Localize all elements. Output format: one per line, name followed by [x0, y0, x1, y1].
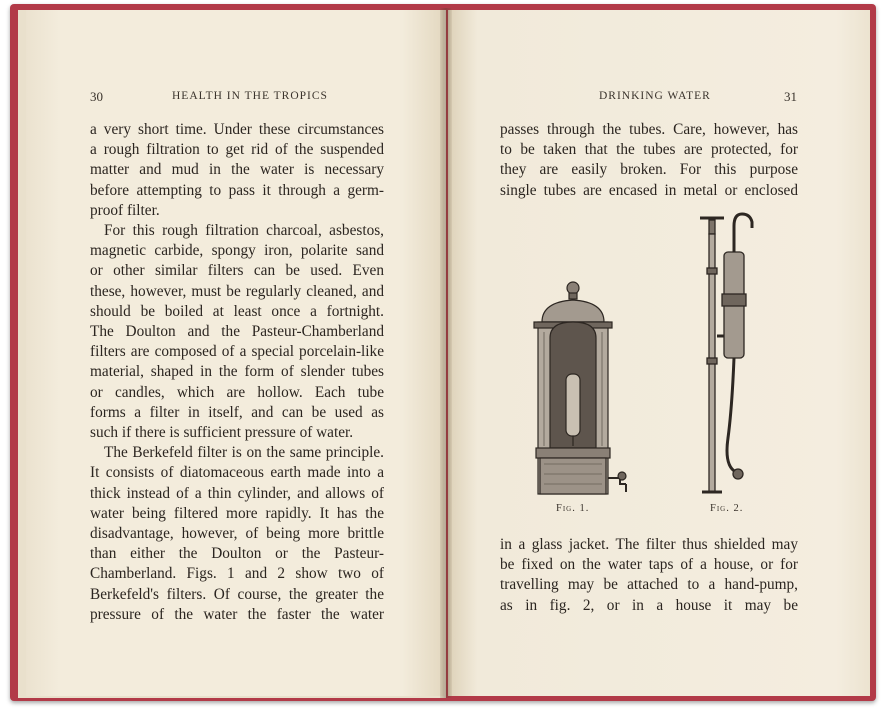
- text-line: or candles, which are hollow. Each tube: [90, 383, 384, 401]
- text-line: before attempting to pass it through a germ-: [90, 181, 384, 199]
- filter-case-illustration: [532, 278, 632, 500]
- text-line: Chamberland. Figs. 1 and 2 show two of: [90, 565, 384, 583]
- hand-pump-filter-illustration: [688, 208, 760, 498]
- right-top-text: [500, 120, 798, 201]
- text-line: such if there is sufficient pressure of water.: [90, 424, 354, 442]
- text-line: proof filter.: [90, 201, 160, 219]
- text-line: The Berkefeld filter is on the same principle.: [104, 444, 384, 462]
- left-page: [26, 10, 444, 696]
- text-line: forms a filter in itself, and can be used as: [90, 403, 384, 421]
- text-line: For this rough filtration charcoal, asbestos,: [104, 222, 384, 240]
- right-running-head: DRINKING WATER: [599, 90, 711, 102]
- text-line: a very short time. Under these circumstances: [90, 121, 384, 138]
- text-line: these, however, must be regularly cleaned, and: [90, 282, 384, 300]
- text-line: It consists of diatomaceous earth made into a: [90, 464, 384, 482]
- text-line: pressure of the water the faster the water: [90, 605, 384, 623]
- text-line: than either the Doulton or the Pasteur-: [90, 545, 384, 563]
- figure-1-caption: Fig. 1.: [556, 503, 590, 514]
- text-line: Berkefeld's filters. Of course, the greater the: [90, 585, 384, 603]
- text-line: as in fig. 2, or in a house it may be: [500, 596, 798, 614]
- text-line: matter and mud in the water is necessary: [90, 161, 384, 179]
- text-line: be fixed on the water taps of a house, or for: [500, 556, 798, 574]
- text-line: The Doulton and the Pasteur-Chamberland: [90, 323, 384, 341]
- text-line: disadvantage, however, of being more brittle: [90, 525, 384, 543]
- text-line: travelling may be attached to a hand-pump,: [500, 576, 798, 594]
- text-line: a rough filtration to get rid of the suspended: [90, 141, 384, 159]
- text-line: should be boiled at least once a fortnight.: [90, 302, 384, 320]
- text-line: to be taken that the tubes are protected, for: [500, 141, 798, 159]
- text-line: in a glass jacket. The filter thus shielded may: [500, 536, 798, 553]
- text-line: magnetic carbide, spongy iron, polarite sand: [90, 242, 384, 260]
- left-body-text: [90, 120, 384, 625]
- left-running-head: HEALTH IN THE TROPICS: [172, 90, 328, 102]
- text-line: material, shaped in the form of slender tubes: [90, 363, 384, 381]
- text-line: thick instead of a thin cylinder, and allows of: [90, 484, 384, 502]
- text-line: single tubes are encased in metal or enclosed: [500, 181, 798, 199]
- right-bottom-text: [500, 535, 798, 616]
- text-line: they are easily broken. For this purpose: [500, 161, 798, 179]
- figure-2-caption: Fig. 2.: [710, 503, 744, 514]
- book-gutter: [440, 8, 452, 698]
- text-line: passes through the tubes. Care, however, has: [500, 121, 798, 138]
- left-page-number: 30: [90, 89, 103, 104]
- right-page-number: 31: [784, 89, 797, 104]
- text-line: or other similar filters can be used. Even: [90, 262, 384, 280]
- text-line: water being filtered more rapidly. It has the: [90, 504, 384, 522]
- text-line: filters are composed of a special porcelain-like: [90, 343, 384, 361]
- right-page: [448, 10, 870, 696]
